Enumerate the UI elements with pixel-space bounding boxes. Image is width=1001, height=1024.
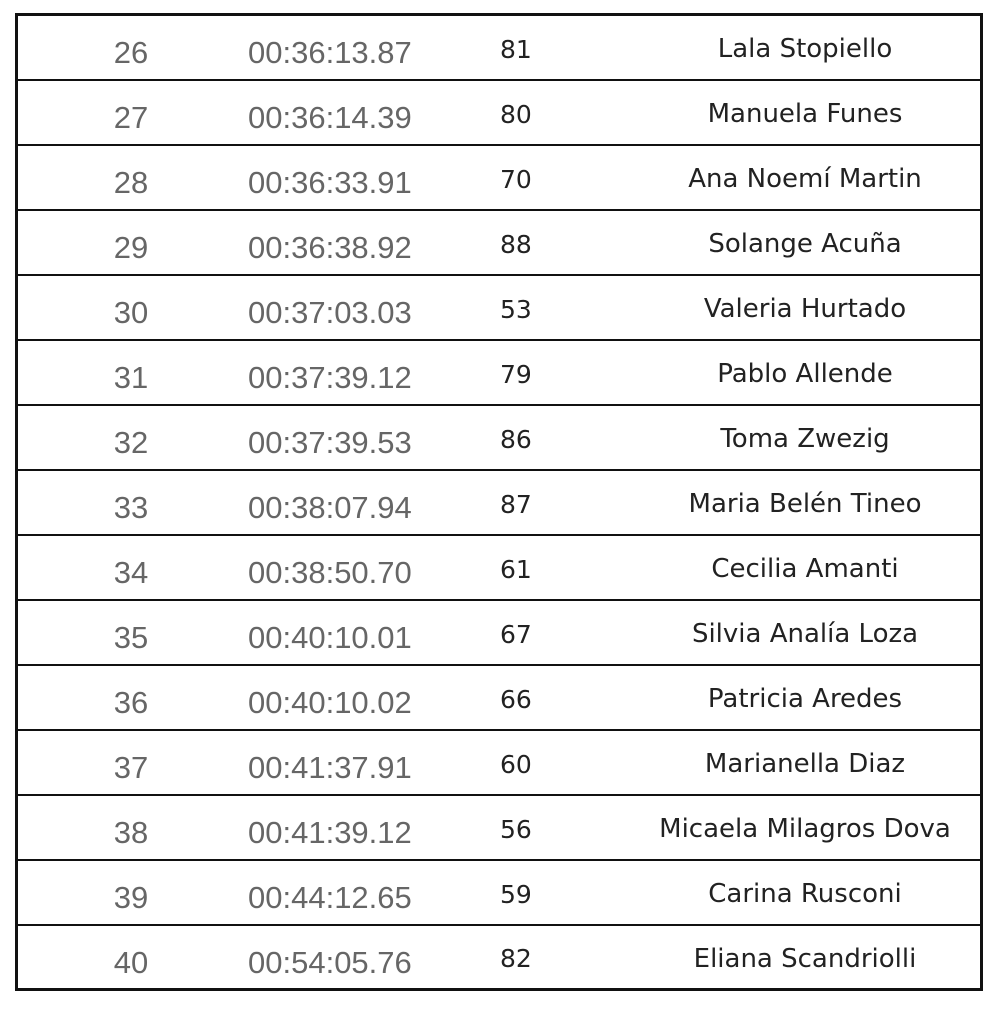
position-cell [17, 15, 249, 80]
time-cell [248, 470, 458, 535]
athlete-name-cell [630, 860, 982, 925]
athlete-name-cell [630, 275, 982, 340]
table-row [17, 795, 982, 860]
bib-number-cell-text: 59 [500, 879, 532, 909]
athlete-name-cell-text: Manuela Funes [707, 99, 903, 129]
athlete-name-cell [630, 15, 982, 80]
position-cell-text: 31 [113, 360, 149, 395]
position-cell [17, 730, 249, 795]
position-cell [17, 405, 249, 470]
time-cell-text: 00:44:12.65 [248, 880, 412, 915]
position-cell-text: 32 [113, 425, 149, 460]
athlete-name-cell-text: Marianella Diaz [704, 749, 906, 779]
table-row [17, 600, 982, 665]
position-cell-text: 26 [113, 35, 149, 71]
time-cell [248, 665, 458, 730]
time-cell-text: 00:36:14.39 [248, 100, 412, 135]
time-cell-text: 00:37:39.53 [248, 425, 412, 460]
table-row [17, 860, 982, 925]
bib-number-cell-text: 87 [500, 489, 532, 519]
bib-number-cell-text: 61 [500, 554, 532, 584]
bib-number-cell [458, 80, 630, 145]
table-row [17, 210, 982, 275]
bib-number-cell-text: 82 [500, 944, 532, 974]
athlete-name-cell-text: Micaela Milagros Dova [659, 814, 951, 844]
position-cell [17, 340, 249, 405]
position-cell [17, 535, 249, 600]
athlete-name-cell [630, 80, 982, 145]
results-table [15, 13, 983, 991]
time-cell [248, 600, 458, 665]
time-cell-text: 00:38:50.70 [248, 555, 412, 590]
position-cell [17, 860, 249, 925]
time-cell-text: 00:37:03.03 [248, 295, 412, 330]
bib-number-cell-text: 80 [500, 99, 532, 129]
table-row [17, 15, 982, 80]
time-cell-text: 00:54:05.76 [248, 944, 412, 980]
bib-number-cell-text: 53 [500, 294, 532, 324]
table-row [17, 470, 982, 535]
athlete-name-cell-text: Pablo Allende [717, 359, 893, 389]
time-cell [248, 340, 458, 405]
athlete-name-cell [630, 145, 982, 210]
athlete-name-cell-text: Solange Acuña [708, 229, 902, 259]
bib-number-cell [458, 145, 630, 210]
time-cell-text: 00:36:13.87 [248, 35, 412, 71]
bib-number-cell [458, 860, 630, 925]
position-cell [17, 145, 249, 210]
position-cell-text: 36 [113, 685, 149, 720]
position-cell-text: 30 [113, 295, 149, 330]
position-cell [17, 665, 249, 730]
table-row [17, 145, 982, 210]
table-row [17, 275, 982, 340]
athlete-name-cell-text: Carina Rusconi [708, 879, 902, 909]
athlete-name-cell-text: Ana Noemí Martin [688, 164, 922, 194]
time-cell-text: 00:36:33.91 [248, 165, 412, 200]
athlete-name-cell-text: Maria Belén Tineo [688, 489, 922, 519]
bib-number-cell [458, 275, 630, 340]
time-cell [248, 80, 458, 145]
time-cell-text: 00:41:37.91 [248, 750, 412, 785]
athlete-name-cell-text: Silvia Analía Loza [691, 619, 919, 649]
table-row [17, 405, 982, 470]
position-cell-text: 34 [113, 555, 149, 590]
bib-number-cell [458, 600, 630, 665]
bib-number-cell-text: 56 [500, 814, 532, 844]
time-cell-text: 00:37:39.12 [248, 360, 412, 395]
position-cell-text: 33 [113, 490, 149, 525]
time-cell-text: 00:40:10.02 [248, 685, 412, 720]
bib-number-cell-text: 86 [500, 424, 532, 454]
bib-number-cell-text: 81 [500, 34, 532, 64]
athlete-name-cell [630, 340, 982, 405]
time-cell [248, 925, 458, 990]
bib-number-cell-text: 66 [500, 684, 532, 714]
position-cell-text: 38 [113, 815, 149, 850]
athlete-name-cell-text: Valeria Hurtado [703, 294, 907, 324]
time-cell [248, 145, 458, 210]
bib-number-cell [458, 405, 630, 470]
position-cell [17, 275, 249, 340]
table-row [17, 730, 982, 795]
athlete-name-cell-text: Eliana Scandriolli [693, 943, 917, 974]
time-cell [248, 275, 458, 340]
time-cell-text: 00:40:10.01 [248, 620, 412, 655]
bib-number-cell [458, 210, 630, 275]
athlete-name-cell [630, 535, 982, 600]
bib-number-cell [458, 535, 630, 600]
athlete-name-cell [630, 600, 982, 665]
time-cell [248, 210, 458, 275]
bib-number-cell [458, 15, 630, 80]
position-cell [17, 600, 249, 665]
position-cell-text: 35 [113, 620, 149, 655]
table-row [17, 80, 982, 145]
position-cell-text: 28 [113, 165, 149, 200]
time-cell [248, 535, 458, 600]
athlete-name-cell [630, 210, 982, 275]
position-cell [17, 80, 249, 145]
athlete-name-cell [630, 730, 982, 795]
position-cell-text: 29 [113, 230, 149, 265]
bib-number-cell-text: 67 [500, 619, 532, 649]
bib-number-cell-text: 70 [500, 164, 532, 194]
time-cell [248, 730, 458, 795]
table-row [17, 535, 982, 600]
position-cell-text: 40 [113, 944, 149, 980]
athlete-name-cell-text: Patricia Aredes [707, 684, 903, 714]
table-row [17, 925, 982, 990]
time-cell [248, 860, 458, 925]
bib-number-cell [458, 925, 630, 990]
athlete-name-cell [630, 925, 982, 990]
bib-number-cell-text: 79 [500, 359, 532, 389]
position-cell-text: 27 [113, 100, 149, 135]
position-cell-text: 39 [113, 880, 149, 915]
athlete-name-cell [630, 470, 982, 535]
athlete-name-cell [630, 795, 982, 860]
athlete-name-cell [630, 665, 982, 730]
time-cell-text: 00:38:07.94 [248, 490, 412, 525]
bib-number-cell [458, 665, 630, 730]
time-cell [248, 405, 458, 470]
time-cell-text: 00:36:38.92 [248, 230, 412, 265]
time-cell [248, 795, 458, 860]
bib-number-cell [458, 340, 630, 405]
bib-number-cell-text: 88 [500, 229, 532, 259]
position-cell [17, 470, 249, 535]
time-cell [248, 15, 458, 80]
table-row [17, 665, 982, 730]
table-row [17, 340, 982, 405]
position-cell [17, 795, 249, 860]
athlete-name-cell-text: Toma Zwezig [720, 424, 890, 454]
position-cell-text: 37 [113, 750, 149, 785]
time-cell-text: 00:41:39.12 [248, 815, 412, 850]
athlete-name-cell [630, 405, 982, 470]
athlete-name-cell-text: Lala Stopiello [717, 34, 893, 65]
bib-number-cell [458, 795, 630, 860]
results-table-body [17, 15, 982, 990]
position-cell [17, 925, 249, 990]
bib-number-cell [458, 470, 630, 535]
position-cell [17, 210, 249, 275]
athlete-name-cell-text: Cecilia Amanti [711, 554, 899, 584]
bib-number-cell-text: 60 [500, 749, 532, 779]
bib-number-cell [458, 730, 630, 795]
